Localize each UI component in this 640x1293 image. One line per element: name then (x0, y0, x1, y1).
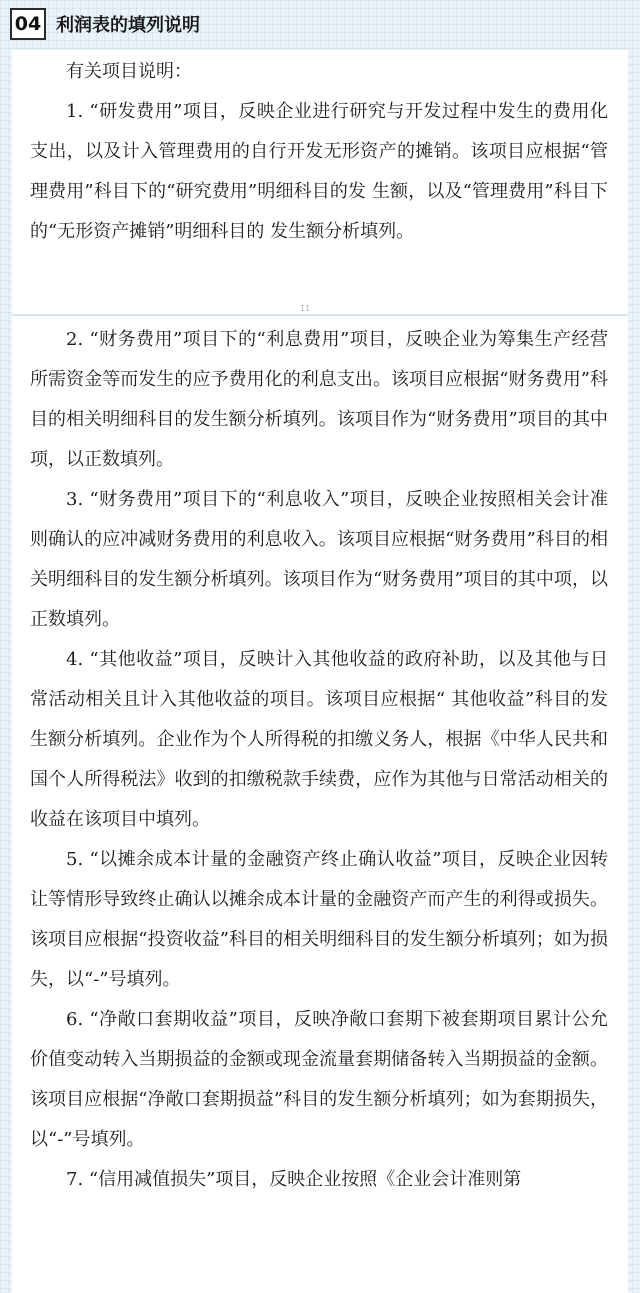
document-page-bottom (12, 316, 628, 1293)
item-2-paragraph: 2. “财务费用”项目下的“利息费用”项目，反映企业为筹集生产经营所需资金等而发生的应予费用化的利息支出。该项目应根据“财务费用”科目的相关明细科目的发生额分析填列。该项目作为“财务费用”项目的其中项，以正数填列。 (30, 329, 608, 470)
item-7-paragraph: 7. “信用减值损失”项目，反映企业按照《企业会计准则第 (66, 1169, 522, 1190)
item-3-paragraph: 3. “财务费用”项目下的“利息收入”项目，反映企业按照相关会计准则确认的应冲减财务费用的利息收入。该项目应根据“财务费用”科目的相关明细科目的发生额分析填列。该项目作为“财务费用”项目的其中项，以正数填列。 (30, 489, 608, 630)
document-page-top (12, 50, 628, 314)
page-number: 11 (300, 304, 311, 313)
item-5-paragraph: 5. “以摊余成本计量的金融资产终止确认收益”项目，反映企业因转让等情形导致终止确认以摊余成本计量的金融资产而产生的利得或损失。该项目应根据“投资收益”科目的相关明细科目的发生额分析填列；如为损失，以“-”号填列。 (30, 849, 608, 990)
section-title: 利润表的填列说明 (56, 15, 200, 36)
item-1-paragraph: 1. “研发费用”项目，反映企业进行研究与开发过程中发生的费用化支出，以及计入管理费用的自行开发无形资产的摊销。该项目应根据“管理费用”科目下的“研究费用”明细科目的发 生额，以及“管理费用”科目下的“无形资产摊销”明细科目的 发生额分析填列。 (30, 101, 608, 242)
item-4-paragraph: 4. “其他收益”项目，反映计入其他收益的政府补助，以及其他与日常活动相关且计入其他收益的项目。该项目应根据“ 其他收益”科目的发生额分析填列。企业作为个人所得税的扣缴义务人，根据《中华人民共和国个人所得税法》收到的扣缴税款手续费，应作为其他与日常活动相关的收益在该项目中填列。 (30, 649, 608, 830)
item-6-paragraph: 6. “净敞口套期收益”项目，反映净敞口套期下被套期项目累计公允价值变动转入当期损益的金额或现金流量套期储备转入当期损益的金额。该项目应根据“净敞口套期损益”科目的发生额分析填列；如为套期损失，以“-”号填列。 (30, 1009, 608, 1150)
section-number-box: 04 (10, 8, 46, 40)
intro-paragraph: 有关项目说明： (66, 61, 192, 82)
section-header (0, 4, 200, 44)
